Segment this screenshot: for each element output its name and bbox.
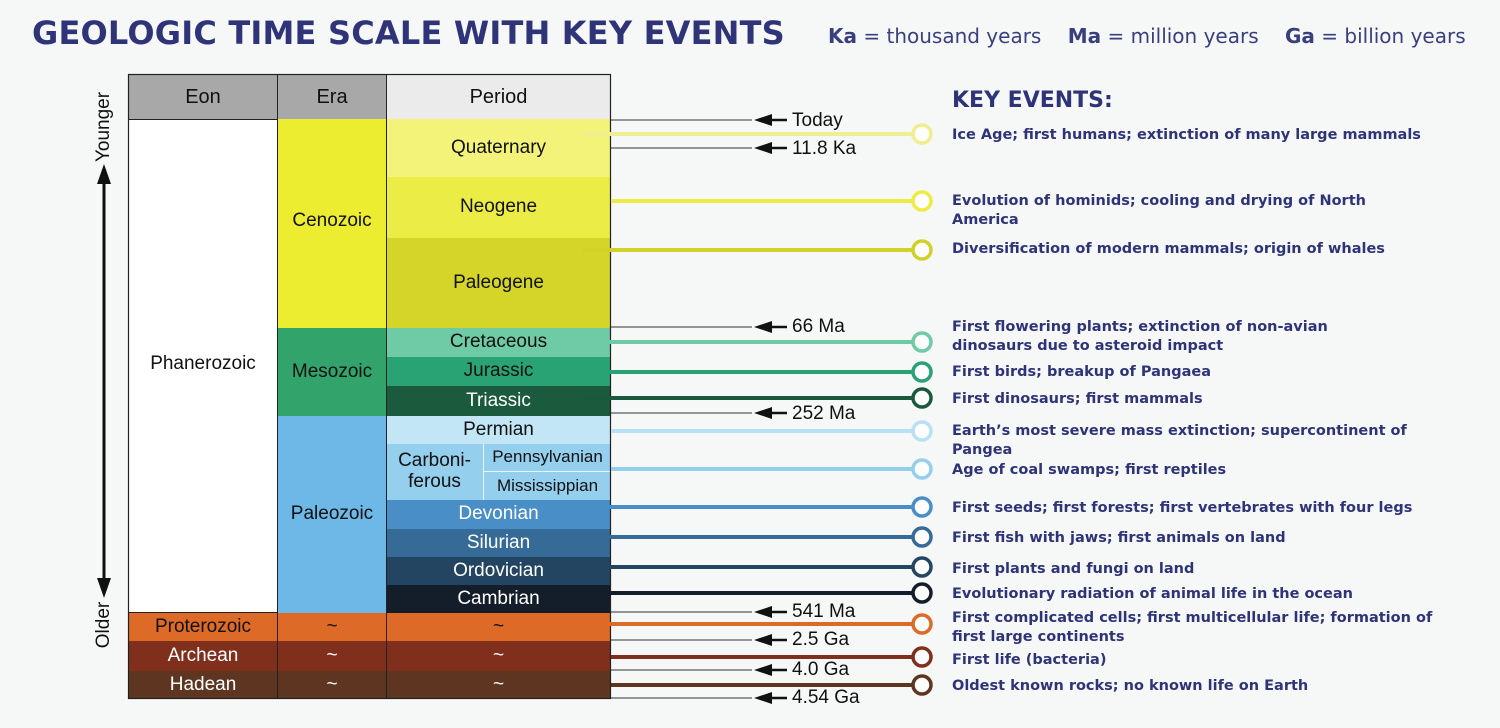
period-carboniferous-label-2: ferous xyxy=(408,471,461,492)
event-marker-circle xyxy=(913,528,931,546)
event-marker-circle xyxy=(913,422,931,440)
legend-meaning-ma: = million years xyxy=(1107,24,1259,48)
legend-abbr-ka: Ka xyxy=(828,24,857,48)
axis-older-label: Older xyxy=(93,601,114,649)
event-marker-circle xyxy=(913,648,931,666)
eon-proterozoic-label: Proterozoic xyxy=(154,615,252,637)
event-text: First plants and fungi on land xyxy=(952,561,1195,577)
legend-meaning-ga: = billion years xyxy=(1321,24,1466,48)
event-text: Age of coal swamps; first reptiles xyxy=(952,462,1227,478)
event-text: First fish with jaws; first animals on land xyxy=(952,530,1286,546)
event-text: First life (bacteria) xyxy=(952,652,1107,668)
event-text: Evolution of hominids; cooling and drying of North America xyxy=(952,193,1366,228)
event-text: Ice Age; first humans; extinction of many large mammals xyxy=(952,127,1421,143)
page-title: GEOLOGIC TIME SCALE WITH KEY EVENTS xyxy=(32,14,785,52)
date-252ma: 252 Ma xyxy=(792,403,856,424)
event-marker-circle xyxy=(913,125,931,143)
event-text: Evolutionary radiation of animal life in the ocean xyxy=(952,586,1353,602)
event-marker-circle xyxy=(913,363,931,381)
date-2-5ga: 2.5 Ga xyxy=(792,629,850,650)
event-text: Oldest known rocks; no known life on Earth xyxy=(952,678,1309,694)
event-marker-circle xyxy=(913,460,931,478)
legend-meaning-ka: = thousand years xyxy=(863,24,1042,48)
period-triassic-label: Triassic xyxy=(466,389,531,411)
header-era: Era xyxy=(277,74,387,120)
period-neogene-label: Neogene xyxy=(459,196,538,218)
tilde-label: ~ xyxy=(326,644,338,666)
subperiod-pennsylvanian-label: Pennsylvanian xyxy=(492,447,603,467)
date-66ma: 66 Ma xyxy=(792,316,845,337)
eon-phanerozoic-label: Phanerozoic xyxy=(150,352,256,374)
period-devonian-label: Devonian xyxy=(458,503,539,525)
date-4-54ga: 4.54 Ga xyxy=(792,687,860,708)
period-quaternary-label: Quaternary xyxy=(450,136,547,158)
tilde-label: ~ xyxy=(492,644,505,666)
subperiod-mississippian-label: Mississippian xyxy=(496,475,599,495)
event-text: First flowering plants; extinction of non-avian dinosaurs due to asteroid impact xyxy=(952,319,1328,354)
event-text: Diversification of modern mammals; origin of whales xyxy=(952,241,1385,257)
event-text: First birds; breakup of Pangaea xyxy=(952,364,1211,380)
period-cambrian-label: Cambrian xyxy=(457,587,540,609)
period-permian-label: Permian xyxy=(463,418,534,440)
event-marker-circle xyxy=(913,498,931,516)
eon-hadean-label: Hadean xyxy=(169,673,237,695)
key-events-title: KEY EVENTS: xyxy=(952,88,1113,113)
header-period: Period xyxy=(386,74,611,120)
tilde-label: ~ xyxy=(492,673,505,695)
legend-abbr-ga: Ga xyxy=(1284,24,1315,48)
tilde-label: ~ xyxy=(492,615,505,637)
legend-abbr-ma: Ma xyxy=(1067,24,1102,48)
period-silurian-label: Silurian xyxy=(466,531,531,553)
date-541ma: 541 Ma xyxy=(792,601,856,622)
date-11-8ka: 11.8 Ka xyxy=(792,138,857,159)
tilde-label: ~ xyxy=(326,673,338,695)
event-text: First seeds; first forests; first vertebrates with four legs xyxy=(952,500,1413,516)
header-eon: Eon xyxy=(128,74,278,120)
event-text: Earth’s most severe mass extinction; supercontinent of Pangea xyxy=(952,423,1407,458)
era-mesozoic-label: Mesozoic xyxy=(291,360,373,382)
era-cenozoic-label: Cenozoic xyxy=(292,210,372,232)
period-carboniferous-label-1: Carboni- xyxy=(398,450,471,472)
period-jurassic-label: Jurassic xyxy=(463,360,534,382)
axis-younger-label: Younger xyxy=(93,91,114,163)
event-marker-circle xyxy=(913,389,931,407)
event-text: First dinosaurs; first mammals xyxy=(952,391,1203,407)
event-marker-circle xyxy=(913,584,931,602)
period-cretaceous-label: Cretaceous xyxy=(449,331,548,353)
date-today: Today xyxy=(792,110,843,131)
event-marker-circle xyxy=(913,241,931,259)
period-ordovician-label: Ordovician xyxy=(453,559,544,581)
event-text: First complicated cells; first multicellular life; formation of first large continents xyxy=(952,610,1433,645)
period-paleogene-label: Paleogene xyxy=(453,271,544,293)
era-paleozoic-label: Paleozoic xyxy=(290,503,374,525)
date-4-0ga: 4.0 Ga xyxy=(792,659,850,680)
event-marker-circle xyxy=(913,676,931,694)
event-marker-circle xyxy=(913,615,931,633)
event-marker-circle xyxy=(913,333,931,351)
event-marker-circle xyxy=(913,558,931,576)
event-marker-circle xyxy=(913,192,931,210)
tilde-label: ~ xyxy=(326,615,338,637)
eon-archean-label: Archean xyxy=(167,644,239,666)
